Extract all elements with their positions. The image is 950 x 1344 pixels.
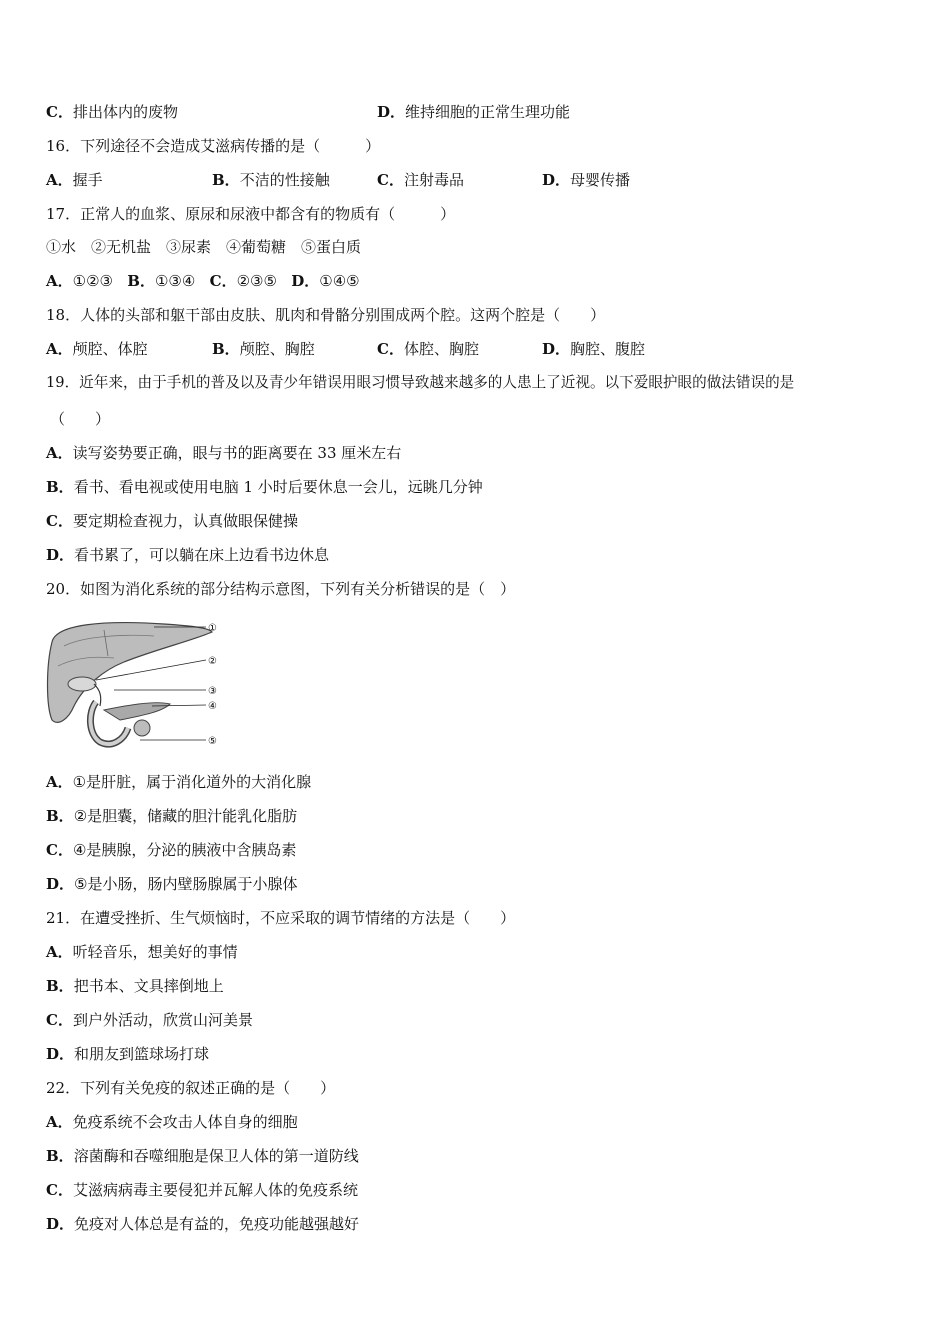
option-label: D． xyxy=(542,171,571,189)
digestive-system-figure xyxy=(44,616,234,756)
q22-stem: 22．下列有关免疫的叙述正确的是（ ） xyxy=(46,1079,336,1097)
option-label: D． xyxy=(291,272,320,290)
q20-stem: 20．如图为消化系统的部分结构示意图，下列有关分析错误的是（ ） xyxy=(46,580,516,598)
option-text: 注射毒品 xyxy=(403,171,464,189)
q19-option-b xyxy=(46,477,483,497)
figure-label-4: ④ xyxy=(208,701,217,712)
option-label: B． xyxy=(46,478,74,496)
option-text: ①③④ xyxy=(154,272,196,290)
q18-option-d xyxy=(542,339,645,359)
q19-stem: 19．近年来，由于手机的普及以及青少年错误用眼习惯导致越来越多的人患上了近视。以下爱眼护眼的做法错误的是 xyxy=(46,374,795,391)
option-label: C． xyxy=(209,272,237,290)
option-text: ⑤是小肠，肠内壁肠腺属于小腺体 xyxy=(74,875,298,893)
q21-option-c xyxy=(46,1010,253,1030)
option-text: 看书、看电视或使用电脑 1 小时后要休息一会儿，远眺几分钟 xyxy=(73,478,483,496)
q17-items: ①水 ②无机盐 ③尿素 ④葡萄糖 ⑤蛋白质 xyxy=(46,238,362,256)
q18-stem: 18．人体的头部和躯干部由皮肤、肌肉和骨骼分别围成两个腔。这两个腔是（ ） xyxy=(46,306,606,324)
q16-option-b xyxy=(212,170,330,190)
gallbladder-shape xyxy=(68,677,96,691)
option-label: A． xyxy=(46,444,73,462)
option-label: C． xyxy=(46,841,73,859)
option-label: A． xyxy=(46,340,73,358)
q17-options xyxy=(46,271,360,291)
option-label: C． xyxy=(46,1011,73,1029)
option-label: A． xyxy=(46,272,73,290)
q22-option-a xyxy=(46,1112,298,1132)
option-text: 艾滋病病毒主要侵犯并瓦解人体的免疫系统 xyxy=(72,1181,358,1199)
q22-option-b xyxy=(46,1146,359,1166)
option-text: 握手 xyxy=(72,171,103,189)
option-label: A． xyxy=(46,1113,73,1131)
q15-option-d xyxy=(377,102,570,122)
option-label: D． xyxy=(46,546,75,564)
q21-option-a xyxy=(46,942,238,962)
option-label: B． xyxy=(212,340,240,358)
q20-option-d xyxy=(46,874,297,894)
option-label: B． xyxy=(46,1147,74,1165)
option-text: 溶菌酶和吞噬细胞是保卫人体的第一道防线 xyxy=(73,1147,359,1165)
option-text: ①是肝脏，属于消化道外的大消化腺 xyxy=(72,773,312,791)
q21-option-b xyxy=(46,976,224,996)
q21-option-d xyxy=(46,1044,209,1064)
option-text: ①④⑤ xyxy=(319,272,360,290)
option-label: A． xyxy=(46,171,73,189)
option-label: A． xyxy=(46,773,73,791)
option-text: 颅腔、胸腔 xyxy=(239,340,315,358)
q17-stem: 17．正常人的血浆、原尿和尿液中都含有的物质有（ ） xyxy=(46,205,456,223)
option-label: C． xyxy=(46,512,73,530)
option-text: 免疫系统不会攻击人体自身的细胞 xyxy=(72,1113,298,1131)
option-label: D． xyxy=(377,103,406,121)
option-label: C． xyxy=(46,1181,73,1199)
option-text: 要定期检查视力，认真做眼保健操 xyxy=(72,512,298,530)
option-label: D． xyxy=(542,340,571,358)
option-label: D． xyxy=(46,1215,75,1233)
option-text: 胸腔、腹腔 xyxy=(570,340,646,358)
q16-option-a xyxy=(46,170,103,190)
option-text: 体腔、胸腔 xyxy=(403,340,479,358)
option-label: C． xyxy=(46,103,73,121)
q19-option-c xyxy=(46,511,298,531)
option-text: ①②③ xyxy=(72,272,113,290)
q20-option-b xyxy=(46,806,297,826)
option-label: C． xyxy=(377,340,404,358)
q20-option-a xyxy=(46,772,311,792)
option-label: D． xyxy=(46,875,75,893)
q16-option-c xyxy=(377,170,464,190)
figure-label-1: ① xyxy=(208,623,217,634)
option-text: 看书累了，可以躺在床上边看书边休息 xyxy=(74,546,330,564)
option-text: 听轻音乐，想美好的事情 xyxy=(72,943,238,961)
option-label: B． xyxy=(46,977,74,995)
q18-option-a xyxy=(46,339,148,359)
q21-stem: 21．在遭受挫折、生气烦恼时，不应采取的调节情绪的方法是（ ） xyxy=(46,909,516,927)
option-text: 到户外活动，欣赏山河美景 xyxy=(72,1011,253,1029)
q20-option-c xyxy=(46,840,296,860)
q15-option-c xyxy=(46,102,178,122)
q16-stem: 16．下列途径不会造成艾滋病传播的是（ ） xyxy=(46,137,381,155)
option-text: 和朋友到篮球场打球 xyxy=(74,1045,210,1063)
option-label: B． xyxy=(212,171,240,189)
option-text: 免疫对人体总是有益的，免疫功能越强越好 xyxy=(74,1215,360,1233)
q22-option-d xyxy=(46,1214,359,1234)
figure-label-3: ③ xyxy=(208,686,217,697)
option-text: 颅腔、体腔 xyxy=(72,340,148,358)
option-text: ②③⑤ xyxy=(236,272,277,290)
q19-option-a xyxy=(46,443,401,463)
option-label: B． xyxy=(46,807,74,825)
q18-option-c xyxy=(377,339,479,359)
option-text: ④是胰腺，分泌的胰液中含胰岛素 xyxy=(72,841,297,859)
pancreas-shape xyxy=(104,703,170,720)
q16-option-d xyxy=(542,170,630,190)
option-label: B． xyxy=(127,272,155,290)
option-text: 把书本、文具摔倒地上 xyxy=(73,977,224,995)
option-text: 不洁的性接触 xyxy=(239,171,330,189)
figure-label-5: ⑤ xyxy=(208,736,217,747)
option-text: 读写姿势要正确，眼与书的距离要在 33 厘米左右 xyxy=(72,444,402,462)
q18-option-b xyxy=(212,339,315,359)
option-label: D． xyxy=(46,1045,75,1063)
option-text: 母婴传播 xyxy=(570,171,631,189)
option-text: ②是胆囊，储藏的胆汁能乳化脂肪 xyxy=(73,807,298,825)
option-label: A． xyxy=(46,943,73,961)
option-label: C． xyxy=(377,171,404,189)
intestine-shape xyxy=(134,720,150,736)
figure-label-2: ② xyxy=(208,656,217,667)
q22-option-c xyxy=(46,1180,358,1200)
option-text: 维持细胞的正常生理功能 xyxy=(405,103,571,121)
q19-stem-cont: （ ） xyxy=(50,410,111,428)
q19-option-d xyxy=(46,545,329,565)
option-text: 排出体内的废物 xyxy=(72,103,178,121)
